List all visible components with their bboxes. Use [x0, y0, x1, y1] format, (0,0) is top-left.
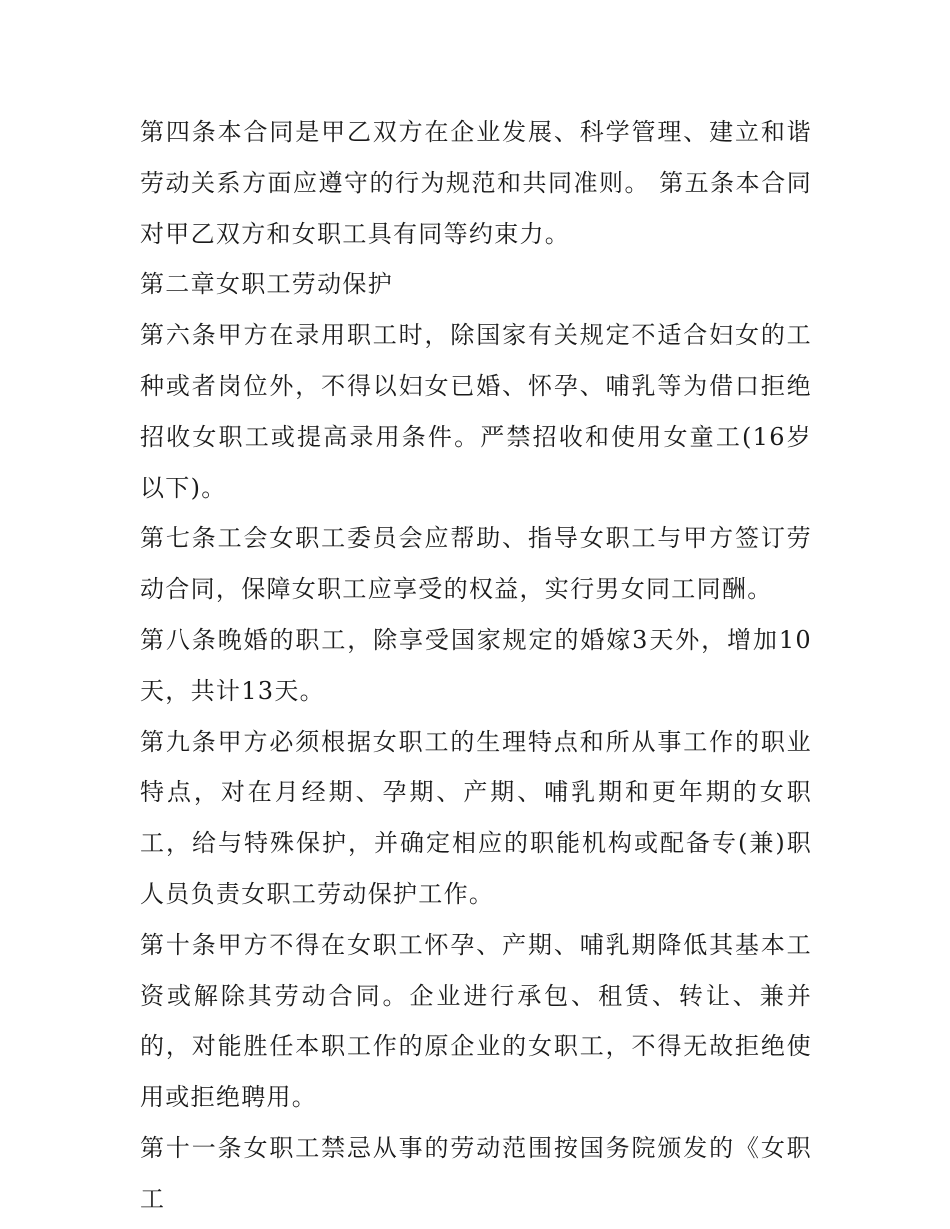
paragraph-article-4-5: 第四条本合同是甲乙双方在企业发展、科学管理、建立和谐劳动关系方面应遵守的行为规范和共同准则。 第五条本合同对甲乙双方和女职工具有同等约束力。: [140, 118, 812, 248]
paragraph-article-11: 第十一条女职工禁忌从事的劳动范围按国务院颁发的《女职工: [140, 1133, 812, 1213]
chapter-heading-2: 第二章女职工劳动保护: [140, 270, 393, 299]
paragraph-article-9: 第九条甲方必须根据女职工的生理特点和所从事工作的职业特点，对在月经期、孕期、产期、哺乳期和更年期的女职工，给与特殊保护，并确定相应的职能机构或配备专(兼)职人员负责女职工劳动保护工作。: [140, 727, 812, 908]
paragraph-article-10: 第十条甲方不得在女职工怀孕、产期、哺乳期降低其基本工资或解除其劳动合同。企业进行承包、租赁、转让、兼并的，对能胜任本职工作的原企业的女职工，不得无故拒绝使用或拒绝聘用。: [140, 930, 812, 1112]
paragraph-article-7: 第七条工会女职工委员会应帮助、指导女职工与甲方签订劳动合同，保障女职工应享受的权益，实行男女同工同酬。: [140, 524, 812, 604]
paragraph-article-6: 第六条甲方在录用职工时，除国家有关规定不适合妇女的工种或者岗位外，不得以妇女已婚、怀孕、哺乳等为借口拒绝招收女职工或提高录用条件。严禁招收和使用女童工(16岁以下)。: [140, 321, 812, 502]
paragraph-article-8: 第八条晚婚的职工，除享受国家规定的婚嫁3天外，增加10天，共计13天。: [140, 625, 812, 705]
document-body: [140, 107, 812, 1225]
